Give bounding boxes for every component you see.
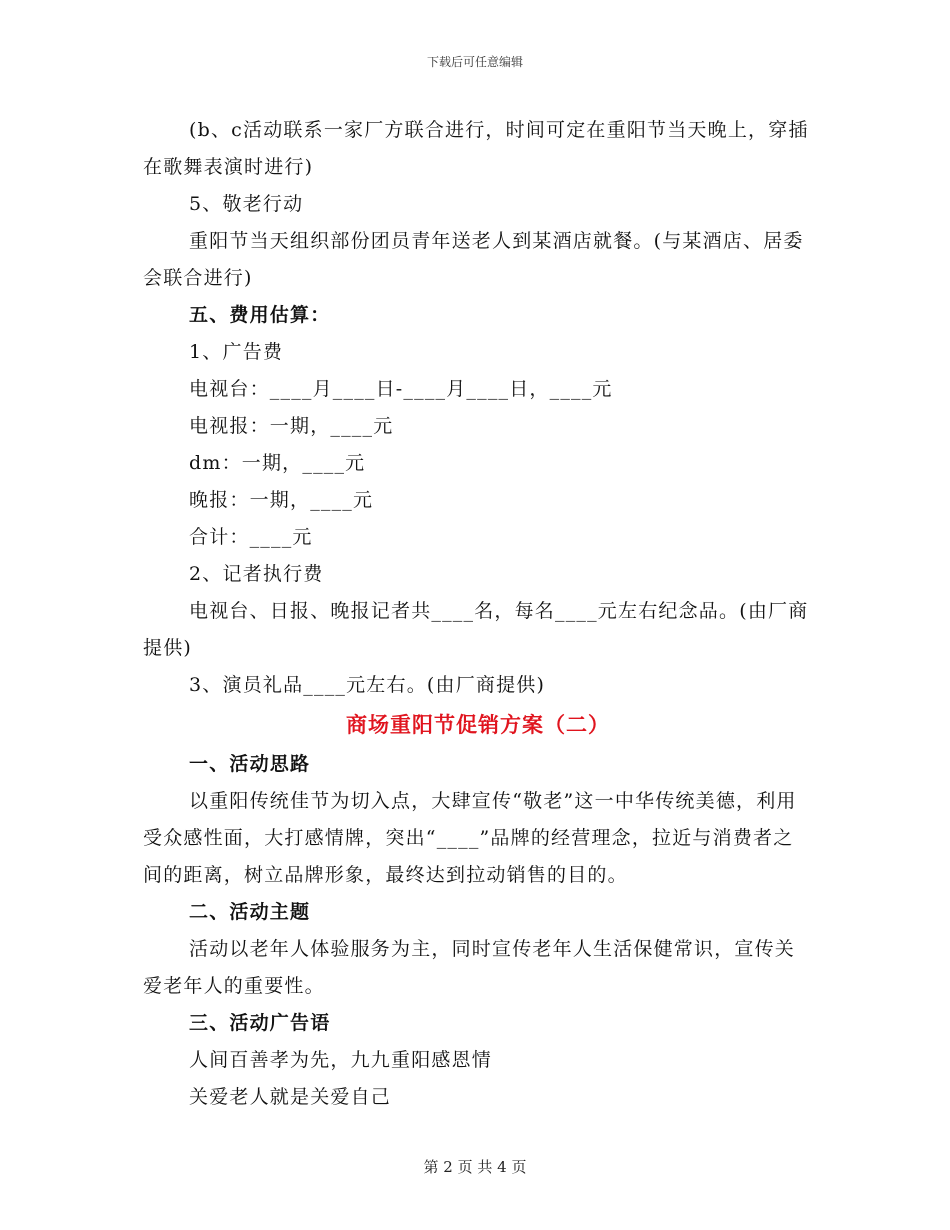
line-total: 合计：____元 <box>189 526 313 548</box>
section-title: 商场重阳节促销方案（二） <box>346 712 610 737</box>
page-footer: 第 2 页 共 4 页 <box>423 1158 527 1176</box>
document-body <box>143 112 813 1116</box>
paragraph-activity-theme: 活动以老年人体验服务为主，同时宣传老年人生活保健常识，宣传关爱老年人的重要性。 <box>143 938 796 997</box>
paragraph-activity-note: (b、c活动联系一家厂方联合进行，时间可定在重阳节当天晚上，穿插在歌舞表演时进行) <box>143 119 809 178</box>
item-reporter-cost: 2、记者执行费 <box>189 563 324 585</box>
heading-activity-idea: 一、活动思路 <box>189 753 311 775</box>
line-evening-paper: 晚报：一期，____元 <box>189 489 374 511</box>
page-header: 下载后可任意编辑 <box>426 55 523 69</box>
heading-activity-theme: 二、活动主题 <box>189 901 311 923</box>
item-performer-gift: 3、演员礼品____元左右。(由厂商提供) <box>189 674 546 696</box>
line-dm: dm：一期，____元 <box>189 452 366 474</box>
paragraph-activity-idea: 以重阳传统佳节为切入点，大肆宣传“敬老”这一中华传统美德，利用受众感性面，大打感情牌，突出“____”品牌的经营理念，拉近与消费者之间的距离，树立品牌形象，最终达到拉动销售的目的。 <box>143 790 797 886</box>
paragraph-reporter-cost: 电视台、日报、晚报记者共____名，每名____元左右纪念品。(由厂商提供) <box>143 600 809 659</box>
heading-ad-slogan: 三、活动广告语 <box>189 1012 331 1034</box>
line-tv-newspaper: 电视报：一期，____元 <box>189 415 394 437</box>
paragraph-respect-elders: 重阳节当天组织部份团员青年送老人到某酒店就餐。(与某酒店、居委会联合进行) <box>143 230 804 289</box>
item-ad-cost: 1、广告费 <box>189 341 284 363</box>
slogan-line-1: 人间百善孝为先，九九重阳感恩情 <box>189 1049 493 1071</box>
line-tv-station: 电视台：____月____日-____月____日，____元 <box>189 378 613 400</box>
item-respect-elders-action: 5、敬老行动 <box>189 193 304 215</box>
heading-cost-estimate: 五、费用估算： <box>189 304 331 326</box>
slogan-line-2: 关爱老人就是关爱自己 <box>189 1086 392 1108</box>
